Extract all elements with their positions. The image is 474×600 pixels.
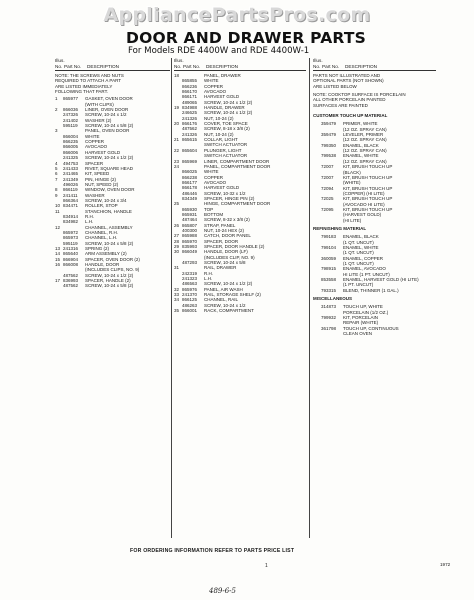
part-number: 241326 — [182, 131, 198, 137]
part-number: 241465 — [63, 171, 79, 177]
part-description: KIT, BRUSH TOUCH UP — [343, 185, 393, 191]
part-description: ENAMEL, WHITE — [343, 244, 379, 250]
part-description: PORCELAIN (1/2 OZ.) — [343, 309, 389, 315]
part-number: 793315 — [321, 287, 337, 293]
part-number: 241316 — [63, 246, 79, 251]
document-title: DOOR AND DRAWER PARTS — [126, 29, 367, 47]
part-description: TOUCH UP, CONTINUOUS — [343, 325, 399, 331]
illus-number: 11 — [55, 208, 60, 214]
part-description: (12 OZ. SPRAY CAN) — [343, 126, 387, 132]
illus-number: 32 — [174, 286, 180, 292]
part-description: (1 PT. UNCUT) — [343, 282, 374, 288]
part-number: 314873 — [321, 304, 337, 310]
part-number: 486263 — [182, 302, 198, 308]
part-number: 486563 — [182, 281, 198, 287]
part-description: ENAMEL, BLACK — [343, 234, 379, 240]
part-number: 242319 — [182, 270, 198, 276]
part-number: 72094 — [321, 185, 334, 191]
illus-number: 31 — [174, 265, 180, 271]
part-description: L.H. — [85, 219, 94, 225]
part-number: 834471 — [63, 203, 79, 209]
note-line: NOTE: COOKTOP SURFACE IS PORCELAIN — [313, 92, 406, 98]
illus-number — [313, 331, 321, 336]
illus-number: 15 — [55, 256, 61, 262]
part-description: SPACER, HINGE PIN (2) — [204, 195, 255, 201]
part-number: 865970 — [182, 238, 198, 244]
illus-number: 7 — [55, 176, 58, 182]
note-line: ALL OTHER PORCELAIN PAINTED — [313, 97, 386, 103]
part-description: SWITCH ACTUATOR — [204, 142, 248, 148]
part-description: (WHITE) — [343, 180, 361, 186]
part-description: HINGE, COMPARTMENT DOOR — [204, 201, 271, 207]
part-row — [174, 308, 306, 313]
illus-number: 28 — [174, 238, 180, 244]
illus-number: 17 — [55, 278, 61, 284]
part-description: NUT, 10-24 (2) — [204, 115, 234, 121]
header-description: DESCRIPTION — [206, 63, 239, 69]
illus-number: 33 — [174, 292, 180, 298]
part-description: WHITE — [85, 133, 100, 139]
part-description: SPACER, DOOR — [204, 238, 239, 244]
part-description: PANEL, AIR WASH — [204, 286, 243, 292]
part-number: 241433 — [63, 165, 79, 171]
note-line: REQUIRED TO ATTACH A PART — [55, 78, 122, 84]
note-line: SURFACES ARE PAINTED — [313, 102, 368, 108]
part-number: 866170 — [182, 89, 198, 95]
part-number: 866177 — [182, 179, 198, 185]
illus-number: 6 — [55, 171, 58, 177]
part-number: 866049 — [182, 249, 198, 255]
part-description: AVOCADO — [204, 89, 227, 95]
part-number: 865969 — [182, 158, 198, 164]
part-description: SPACER, DOOR HANDLE (2) — [204, 244, 265, 249]
part-description: SCREW, 10-24 x 1/2 — [204, 302, 246, 308]
header-no: No. — [174, 63, 182, 69]
part-number: 798915 — [321, 266, 337, 272]
illus-number: 22 — [174, 147, 180, 153]
illus-number: 34 — [174, 297, 180, 303]
part-number: 866036 — [63, 107, 79, 113]
part-description: WHITE — [204, 78, 219, 84]
header-no: No. — [313, 63, 321, 69]
note-line: OPTIONAL PARTS (NOT SHOWN) — [313, 78, 384, 84]
part-description: CATCH, DOOR PANEL — [204, 233, 251, 239]
part-number: 361798 — [321, 325, 337, 331]
note-line: PARTS NOT ILLUSTRATED AND — [313, 73, 381, 78]
part-description: SCREW, 10-24 x 1/2 (2) — [85, 272, 134, 278]
part-description: ENAMEL, WHITE — [343, 153, 379, 159]
illus-number: 13 — [55, 246, 61, 251]
part-number: 247326 — [63, 112, 79, 118]
part-description: SCREW, 8-18 x 3/8 (2) — [204, 126, 250, 132]
part-number: 866364 — [63, 197, 79, 203]
part-description: PANEL, OVEN DOOR — [85, 128, 130, 134]
part-description: CHANNEL, ASSEMBLY — [85, 224, 133, 230]
part-number: 836993 — [63, 278, 79, 284]
part-description: CLEAN OVEN — [343, 331, 373, 337]
part-row — [313, 288, 436, 293]
part-row — [55, 283, 170, 288]
part-description: AVOCADO — [204, 179, 227, 185]
note-line: FOLLOWING THAT PART. — [55, 89, 109, 95]
part-description: HANDLE, DOOR — [85, 262, 120, 268]
part-number: 241325 — [63, 155, 79, 161]
part-number: 72095 — [321, 206, 334, 212]
part-number: 865977 — [63, 96, 79, 102]
part-description: ENAMEL, AVOCADO — [343, 266, 386, 272]
part-description: BOTTOM — [204, 211, 224, 217]
part-number: 834349 — [182, 195, 198, 201]
part-number: 799538 — [321, 153, 337, 159]
part-number: 241323 — [182, 276, 198, 282]
part-description: STRAP, PANEL — [204, 222, 236, 228]
part-number: 359479 — [321, 132, 337, 138]
note-line: NOTE: THE SCREWS AND NUTS — [55, 73, 124, 78]
illus-number: 20 — [174, 121, 180, 127]
part-description: KIT, BRUSH TOUCH UP — [343, 196, 393, 202]
part-number: 865930 — [182, 206, 198, 212]
illus-number: 35 — [174, 308, 180, 314]
note-block — [313, 73, 436, 108]
part-number: 866176 — [182, 121, 198, 127]
header-illus: Illus. — [313, 58, 323, 63]
part-description: (HARVEST GOLD) — [343, 212, 382, 218]
part-number: 866006 — [63, 149, 79, 155]
part-description: ENAMEL, COPPER — [343, 255, 384, 261]
watermark-logo: AppliancePartsPros.com — [103, 4, 371, 26]
part-description: HARVEST GOLD — [204, 94, 240, 100]
part-description: SCREW, 10-24 x 1/2 (2) — [204, 99, 253, 105]
part-description: PRIMER, WHITE — [343, 121, 378, 127]
part-description: (12 OZ. SPRAY CAN) — [343, 137, 387, 143]
section-heading: REFINISHING MATERIAL — [313, 225, 367, 231]
illus-number: 19 — [174, 105, 180, 111]
part-number: 246625 — [182, 110, 198, 116]
illus-number: 29 — [174, 244, 180, 249]
header-illus: Illus. — [55, 58, 65, 63]
page-number: 1 — [265, 563, 268, 569]
illus-number: 30 — [174, 249, 180, 255]
part-description: HARVEST GOLD — [85, 149, 121, 155]
part-description: HANDLE, DOOR (LF) — [204, 249, 248, 255]
part-number: 865988 — [182, 233, 198, 239]
part-number: 494753 — [63, 160, 79, 166]
part-description: (WITH CLIPS) — [85, 101, 114, 107]
part-number: 865931 — [182, 211, 198, 217]
parts-column-3 — [313, 58, 436, 336]
part-number: 865615 — [182, 137, 198, 143]
part-number: 241326 — [182, 115, 198, 121]
note-line: ARE LISTED IMMEDIATELY — [55, 83, 113, 89]
part-number: 865973 — [63, 235, 79, 241]
part-description: NUT, SPEED (2) — [85, 181, 119, 187]
part-description: SCREW, 10-24 x 5/8 (2) — [85, 240, 134, 246]
part-number: 72007 — [321, 174, 334, 180]
part-description: CHANNEL, RAIL — [204, 297, 239, 303]
illus-number — [55, 283, 63, 288]
section-heading: CUSTOMER TOUCH UP MATERIAL — [313, 113, 388, 119]
part-number: 866235 — [63, 139, 79, 145]
part-description: KIT, BRUSH TOUCH UP — [343, 164, 393, 170]
part-number: 866125 — [182, 297, 198, 303]
header-part-no: Part No. — [183, 63, 201, 69]
parts-column-2 — [174, 58, 306, 313]
part-number: 359479 — [321, 121, 337, 127]
part-description: SPACER — [85, 160, 104, 166]
column-header — [174, 58, 306, 71]
part-number: 241411 — [63, 192, 78, 198]
part-description: KIT, BRUSH TOUCH UP — [343, 206, 393, 212]
part-description: (INCLUDES CLIP, NO. 9) — [204, 254, 255, 260]
part-description: R.H. — [85, 213, 94, 219]
part-description: KIT, BRUSH TOUCH UP — [343, 174, 393, 180]
illus-number: 21 — [174, 137, 180, 143]
part-description: SCREW, 10-24 x 5/8 — [204, 260, 246, 266]
part-description: CHANNEL, R.H. — [85, 229, 119, 235]
illus-number: 27 — [174, 233, 180, 239]
part-description: ENAMEL, BLACK — [343, 142, 379, 148]
part-description: (1 QT. UNCUT) — [343, 239, 374, 245]
illus-number — [313, 288, 321, 293]
part-description: HANDLE, DRAWER — [204, 105, 245, 111]
part-number: 241370 — [182, 292, 198, 298]
header-part-no: Part No. — [64, 63, 82, 69]
part-description: COLLAR, LIGHT — [204, 137, 238, 143]
header-no: No. — [55, 63, 63, 69]
part-number: 865972 — [63, 229, 79, 235]
document-subtitle: For Models RDE 4400W and RDE 4400W-1 — [128, 46, 310, 56]
illus-number — [313, 218, 321, 223]
parts-column-1 — [55, 58, 170, 289]
part-number: 866171 — [182, 94, 198, 100]
illus-number: 9 — [55, 192, 58, 198]
part-number: 487562 — [63, 283, 79, 289]
part-description: COVER, TOE SPACE — [204, 121, 248, 127]
part-description: (HI LITE) — [343, 217, 362, 223]
part-description: SCREW, 10-24 x 1/2 (2) — [204, 110, 253, 116]
part-number: 799350 — [321, 142, 337, 148]
part-description: (12 OZ. SPRAY CAN) — [343, 148, 387, 154]
illus-number: 18 — [174, 73, 180, 78]
part-number: 489065 — [182, 99, 198, 105]
part-description: TOP — [204, 206, 214, 212]
part-row — [313, 218, 436, 223]
part-number: 866178 — [182, 185, 198, 191]
part-description: ROLLER, STOP — [85, 203, 118, 209]
part-number: 799183 — [321, 234, 337, 240]
part-number: 866001 — [182, 308, 198, 314]
part-number: 865640 — [63, 251, 79, 257]
part-description: GASKET, OVEN DOOR — [85, 96, 133, 102]
column-divider — [171, 58, 172, 538]
part-description: (COPPER) (HI LITE) — [343, 190, 385, 196]
illus-number: 26 — [174, 222, 180, 228]
illus-number: 24 — [174, 163, 180, 169]
part-description: LINER, OVEN DOOR — [85, 107, 129, 113]
part-number: 241349 — [63, 176, 79, 182]
part-description: COPPER — [204, 83, 224, 89]
part-number: 487464 — [182, 217, 198, 223]
parts-list — [55, 96, 170, 288]
header-illus: Illus. — [174, 58, 184, 63]
part-number: 595119 — [63, 123, 78, 129]
column-header — [313, 58, 436, 71]
handwritten-note: 489-6-5 — [209, 587, 236, 595]
part-description: KIT, PORCELAIN — [343, 315, 379, 321]
document-code: 1972 — [440, 562, 451, 567]
part-number: 865604 — [182, 147, 198, 153]
part-description: BLEND, THINNER (1 GAL.) — [343, 287, 399, 293]
column-header — [55, 58, 170, 71]
part-description: WASHER — [85, 192, 105, 198]
illus-number: 5 — [55, 165, 58, 171]
illus-number: 16 — [55, 262, 61, 268]
part-number: 866238 — [182, 174, 198, 180]
part-number: 799932 — [321, 315, 337, 321]
part-description: WHITE — [204, 169, 219, 175]
illus-number: 14 — [55, 251, 61, 257]
part-number: 834914 — [63, 213, 79, 219]
part-description: RAIL, DRAWER — [204, 265, 237, 271]
part-description: LEVELER, PRIMER — [343, 132, 384, 138]
part-number: 865807 — [182, 222, 198, 228]
part-description: AVOCADO — [85, 144, 108, 150]
part-number — [321, 331, 343, 336]
part-number: 72025 — [321, 196, 334, 202]
part-number: 72007 — [321, 164, 334, 170]
part-description: SCREW, 8-32 x 3/8 (2) — [204, 217, 250, 223]
part-number: 496026 — [63, 181, 79, 187]
part-description: (12 OZ. SPRAY CAN) — [343, 158, 387, 164]
part-description: SCREW, 10-24 x 5/8 (2) — [85, 123, 134, 129]
illus-number: 1 — [55, 96, 58, 102]
part-description: HI LITE (1 PT. UNCUT) — [343, 271, 390, 277]
part-description: LINER, COMPARTMENT DOOR — [204, 158, 270, 164]
part-description: SCREW, 10-24 x 3/4 — [85, 197, 127, 203]
part-number: 241402 — [63, 117, 79, 123]
part-description: (INCLUDES CLIPS, NO. 9) — [85, 267, 140, 273]
part-number: 834988 — [182, 105, 198, 111]
part-description: (AVOCADO HI LITE) — [343, 201, 385, 207]
part-description: NUT, 10-24 HEX (2) — [204, 227, 245, 233]
part-description: (1 QT. UNCUT) — [343, 261, 374, 266]
part-description: TOUCH UP, WHITE — [343, 304, 383, 310]
part-number — [321, 218, 343, 223]
part-row — [313, 331, 436, 336]
column-divider — [309, 58, 310, 538]
part-description: COPPER — [85, 139, 105, 145]
part-number: 866008 — [63, 262, 79, 268]
part-description: L.H. — [204, 276, 213, 282]
part-description: (1 QT. UNCUT) — [343, 250, 374, 256]
part-number: 799104 — [321, 244, 337, 250]
part-number: 400300 — [182, 227, 198, 233]
part-number: 360059 — [321, 255, 337, 261]
section-heading: MISCELLANEOUS — [313, 296, 353, 302]
header-description: DESCRIPTION — [345, 63, 378, 69]
illus-number: 25 — [174, 201, 180, 207]
part-number: 487562 — [182, 126, 198, 132]
part-number: 595119 — [63, 240, 78, 246]
part-description: ARM ASSEMBLY (2) — [85, 251, 127, 257]
part-description: PANEL, DRAWER — [204, 73, 241, 78]
part-description: ENAMEL, HARVEST GOLD (HI LITE) — [343, 277, 419, 283]
part-description: PLUNGER, LIGHT — [204, 147, 242, 153]
illus-number: 2 — [55, 107, 58, 113]
part-number: 866119 — [63, 187, 78, 193]
part-description: SCREW, 10-24 x 5/8 (2) — [85, 283, 134, 289]
part-description: SPACER, OVEN DOOR (2) — [85, 256, 140, 262]
part-description: PANEL, COMPARTMENT DOOR — [204, 163, 271, 169]
illus-number: 8 — [55, 187, 58, 193]
part-description: WASHER (2) — [85, 117, 112, 123]
part-number: 866025 — [182, 169, 198, 175]
part-description: RAIL, STORAGE SHELF (2) — [204, 292, 261, 298]
part-number: 487562 — [63, 272, 79, 278]
illus-number: 10 — [55, 203, 61, 209]
part-number: 866004 — [63, 133, 79, 139]
part-description: RIVET, SQUARE HEAD — [85, 165, 134, 171]
optional-parts-list — [313, 110, 436, 336]
part-description: R.H. — [204, 270, 213, 276]
part-description: PIN, HINGE (2) — [85, 176, 117, 182]
part-number: 865855 — [182, 78, 198, 84]
part-description: NUT, 10-24 (2) — [204, 131, 234, 137]
illus-number: 4 — [55, 160, 58, 166]
part-description: SCREW, 10-24 x 1/2 (2) — [85, 155, 134, 161]
part-description: KIT, SPEED — [85, 171, 110, 177]
part-number: 866904 — [63, 256, 79, 262]
parts-list — [174, 73, 306, 313]
part-number: 853558 — [321, 277, 337, 283]
part-number: 487293 — [182, 260, 198, 266]
part-description: HARVEST GOLD — [204, 185, 240, 191]
part-description: CHANNEL, L.H. — [85, 235, 118, 241]
part-description: SCREW, 10-24 x 1/2 — [85, 112, 127, 118]
part-number: 865976 — [182, 286, 198, 292]
part-description: WINDOW, OVEN DOOR — [85, 187, 135, 193]
part-number: 834982 — [63, 219, 79, 225]
part-description: SCREW, 10-24 x 1/2 (2) — [204, 281, 253, 287]
part-description: RACK, COMPARTMENT — [204, 308, 254, 314]
part-description: SPACER, HANDLE (2) — [85, 278, 131, 284]
illus-number: 3 — [55, 128, 58, 134]
part-description: (BLACK) — [343, 169, 361, 175]
part-description: REPAIR (WHITE) — [343, 320, 379, 326]
ordering-footer: FOR ORDERING INFORMATION REFER TO PARTS PRICE LIST — [130, 548, 295, 554]
header-part-no: Part No. — [322, 63, 340, 69]
part-description: COPPER — [204, 174, 224, 180]
part-description: SPRING (2) — [85, 246, 110, 251]
note-line: ARE LISTED BELOW — [313, 83, 357, 89]
part-number: 866236 — [182, 83, 198, 89]
illus-number: 12 — [55, 224, 61, 230]
part-number: 486446 — [182, 190, 198, 196]
illus-number: 23 — [174, 158, 180, 164]
part-description: SCREW, 10-32 x 1/2 — [204, 190, 246, 196]
part-number: 866005 — [63, 144, 79, 150]
part-description: STANCHION, HANDLE — [85, 208, 132, 214]
note-block — [55, 73, 170, 94]
part-number: 835993 — [182, 244, 198, 249]
part-description: SWITCH ACTUATOR — [204, 153, 248, 159]
header-description: DESCRIPTION — [87, 63, 120, 69]
